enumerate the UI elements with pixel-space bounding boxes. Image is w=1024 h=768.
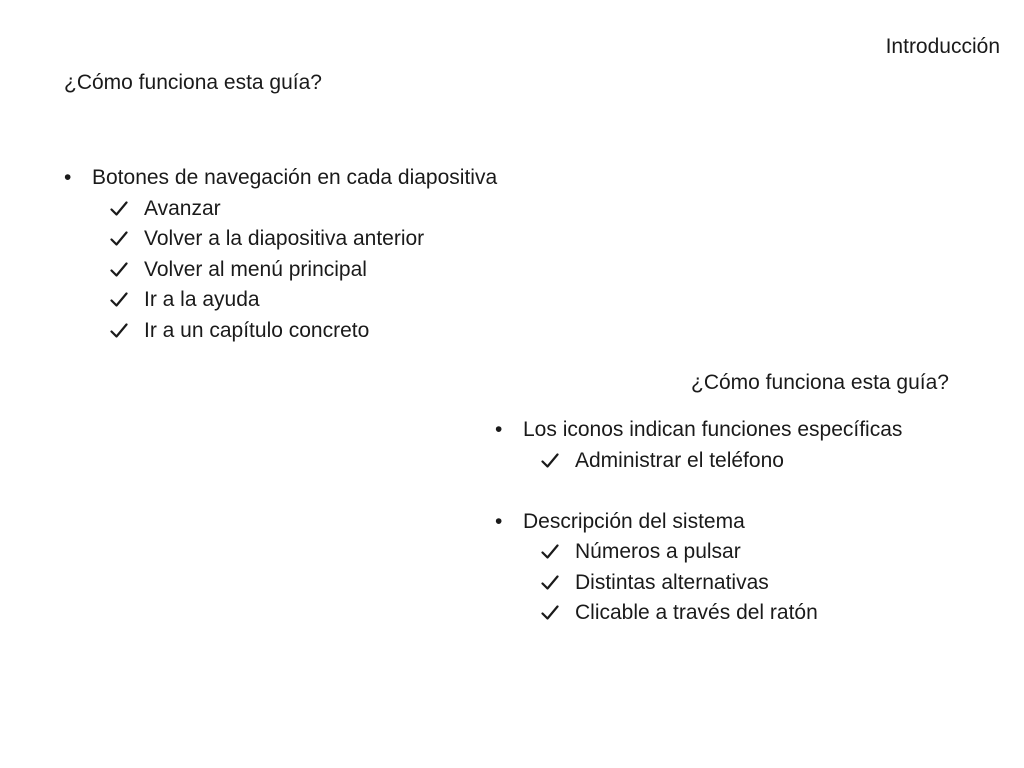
list-item-text: Volver a la diapositiva anterior bbox=[144, 227, 425, 250]
list-item-text: Clicable a través del ratón bbox=[575, 601, 818, 624]
list-item-check bbox=[64, 194, 497, 225]
checkmark-icon bbox=[110, 323, 128, 339]
list-spacer bbox=[495, 476, 902, 507]
checkmark-icon bbox=[110, 292, 128, 308]
list-item-check bbox=[495, 446, 902, 477]
list-item-check bbox=[495, 537, 902, 568]
checkmark-icon bbox=[110, 262, 128, 278]
list-item-check bbox=[64, 285, 497, 316]
list-item-check bbox=[495, 598, 902, 629]
section-title: Introducción bbox=[885, 35, 1000, 58]
slide-2-title: ¿Cómo funciona esta guía? bbox=[691, 371, 949, 394]
list-item-check bbox=[64, 316, 497, 347]
checkmark-icon bbox=[110, 201, 128, 217]
list-item-check bbox=[495, 568, 902, 599]
bullet-dot-icon: • bbox=[64, 166, 72, 189]
slide-2-list bbox=[495, 415, 902, 629]
checkmark-icon bbox=[541, 575, 559, 591]
list-item-text: Los iconos indican funciones específicas bbox=[523, 418, 903, 441]
list-item-text: Números a pulsar bbox=[575, 540, 741, 563]
list-item-bullet bbox=[495, 415, 902, 446]
slide-1-list bbox=[64, 163, 497, 346]
list-item-text: Descripción del sistema bbox=[523, 509, 745, 533]
slide-1-title: ¿Cómo funciona esta guía? bbox=[64, 71, 322, 94]
list-item-text: Avanzar bbox=[144, 196, 221, 220]
list-item-bullet bbox=[64, 163, 497, 194]
checkmark-icon bbox=[541, 544, 559, 560]
list-item-bullet bbox=[495, 507, 902, 538]
list-item-check bbox=[64, 224, 497, 255]
list-item-text: Distintas alternativas bbox=[575, 570, 769, 594]
list-item-text: Volver al menú principal bbox=[144, 257, 367, 281]
checkmark-icon bbox=[110, 231, 128, 247]
list-item-text: Ir a un capítulo concreto bbox=[144, 318, 370, 342]
bullet-dot-icon: • bbox=[495, 509, 503, 533]
list-item-text: Ir a la ayuda bbox=[144, 288, 260, 311]
list-item-text: Administrar el teléfono bbox=[575, 448, 784, 472]
list-item-check bbox=[64, 255, 497, 286]
list-item-text: Botones de navegación en cada diapositiva bbox=[92, 166, 498, 189]
bullet-dot-icon: • bbox=[495, 418, 503, 441]
checkmark-icon bbox=[541, 453, 559, 469]
checkmark-icon bbox=[541, 605, 559, 621]
